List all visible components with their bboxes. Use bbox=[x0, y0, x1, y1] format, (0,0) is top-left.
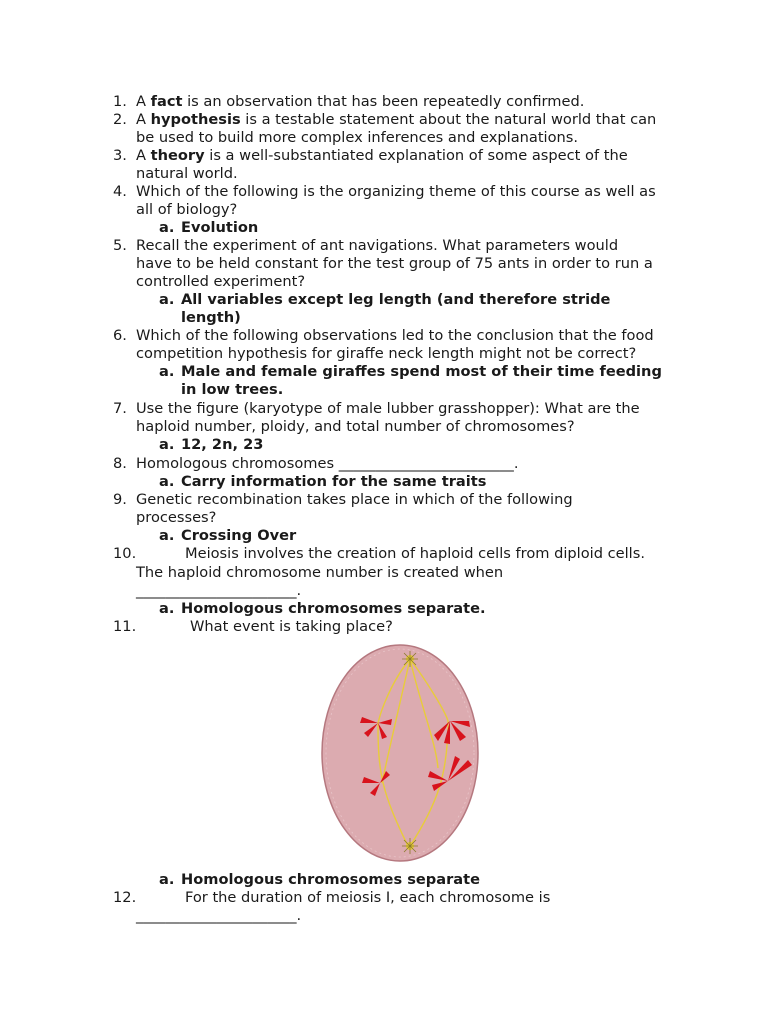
item-text: A fact is an observation that has been repeatedly confirmed. bbox=[136, 93, 585, 110]
item-number: 6. bbox=[113, 327, 127, 344]
aster-rays bbox=[402, 838, 418, 854]
item-number: 9. bbox=[113, 491, 127, 508]
item-text: What event is taking place? bbox=[190, 618, 393, 635]
answer-letter: a. bbox=[159, 291, 175, 308]
item-text-continued: processes? bbox=[136, 509, 217, 526]
item-number: 3. bbox=[113, 147, 127, 164]
item-text-continued: all of biology? bbox=[136, 201, 238, 218]
answer-text: 12, 2n, 23 bbox=[181, 436, 264, 453]
item-text: A hypothesis is a testable statement about the natural world that can bbox=[136, 111, 657, 128]
answer-letter: a. bbox=[159, 363, 175, 380]
answer-letter: a. bbox=[159, 473, 175, 490]
aster-rays bbox=[402, 651, 418, 667]
item-text-continued: be used to build more complex inferences and explanations. bbox=[136, 129, 579, 146]
item-number: 5. bbox=[113, 237, 127, 254]
item-text-continued: ______________________. bbox=[136, 582, 302, 599]
item-text-continued: ______________________. bbox=[136, 907, 302, 924]
meiosis-cell-figure bbox=[320, 643, 480, 863]
item-text-continued: The haploid chromosome number is created when bbox=[136, 564, 504, 581]
item-text: A theory is a well-substantiated explanation of some aspect of the bbox=[136, 147, 628, 164]
answer-text: All variables except leg length (and therefore stride bbox=[181, 291, 611, 308]
item-number: 7. bbox=[113, 400, 127, 417]
answer-text-continued: length) bbox=[181, 309, 241, 326]
item-number: 1. bbox=[113, 93, 127, 110]
item-text: Which of the following observations led to the conclusion that the food bbox=[136, 327, 654, 344]
item-text: Use the figure (karyotype of male lubber grasshopper): What are the bbox=[136, 400, 640, 417]
item-text: Meiosis involves the creation of haploid cells from diploid cells. bbox=[185, 545, 645, 562]
item-text-continued: competition hypothesis for giraffe neck length might not be correct? bbox=[136, 345, 637, 362]
item-number: 4. bbox=[113, 183, 127, 200]
item-text: Homologous chromosomes ________________________. bbox=[136, 455, 519, 472]
item-text-continued: haploid number, ploidy, and total number of chromosomes? bbox=[136, 418, 575, 435]
answer-text-continued: in low trees. bbox=[181, 381, 284, 398]
item-text: Which of the following is the organizing theme of this course as well as bbox=[136, 183, 656, 200]
answer-letter: a. bbox=[159, 527, 175, 544]
item-text: Genetic recombination takes place in which of the following bbox=[136, 491, 573, 508]
item-number: 11. bbox=[113, 618, 137, 635]
answer-letter: a. bbox=[159, 600, 175, 617]
answer-text: Male and female giraffes spend most of their time feeding bbox=[181, 363, 662, 380]
answer-text: Evolution bbox=[181, 219, 259, 236]
answer-letter: a. bbox=[159, 436, 175, 453]
answer-text: Carry information for the same traits bbox=[181, 473, 487, 490]
answer-text: Homologous chromosomes separate bbox=[181, 871, 481, 888]
centrosome-bottom bbox=[402, 838, 418, 854]
item-number: 10. bbox=[113, 545, 137, 562]
item-number: 8. bbox=[113, 455, 127, 472]
answer-text: Homologous chromosomes separate. bbox=[181, 600, 486, 617]
item-text-continued: controlled experiment? bbox=[136, 273, 306, 290]
centrosome-top bbox=[402, 651, 418, 667]
answer-text: Crossing Over bbox=[181, 527, 297, 544]
item-number: 12. bbox=[113, 889, 137, 906]
item-text-continued: have to be held constant for the test group of 75 ants in order to run a bbox=[136, 255, 653, 272]
item-number: 2. bbox=[113, 111, 127, 128]
item-text: Recall the experiment of ant navigations. What parameters would bbox=[136, 237, 619, 254]
answer-letter: a. bbox=[159, 219, 175, 236]
item-text: For the duration of meiosis I, each chromosome is bbox=[185, 889, 551, 906]
answer-letter: a. bbox=[159, 871, 175, 888]
item-text-continued: natural world. bbox=[136, 165, 238, 182]
